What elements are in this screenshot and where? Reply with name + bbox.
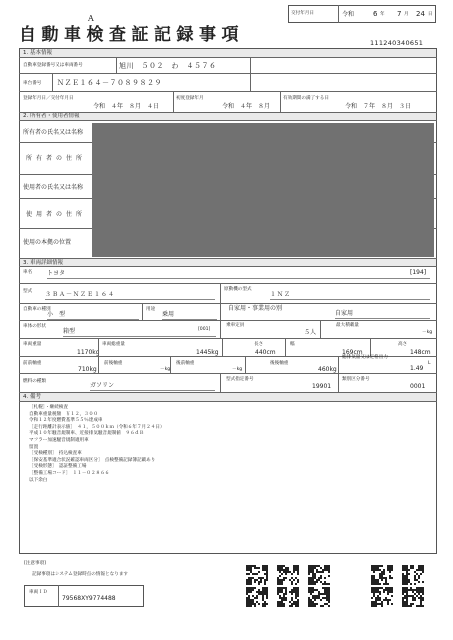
purpose-value: 自家用 bbox=[335, 311, 430, 319]
first-registration-date: 令和 ４年 ８月 ４日 bbox=[93, 103, 160, 110]
vehicle-id-label: 車両ＩＤ bbox=[29, 590, 48, 595]
remark-line: マフラー加速騒音規制適用車 bbox=[29, 437, 89, 443]
notes-text: 記録事項はシステム登録時点の情報となります bbox=[32, 572, 129, 577]
shape-code: [001] bbox=[198, 327, 211, 332]
section-basic-header: 1. 基本情報 bbox=[20, 49, 436, 57]
qr-code-icon bbox=[402, 587, 424, 607]
qr-code-icon bbox=[371, 565, 393, 585]
section-remarks-header: 4. 備考 bbox=[20, 393, 436, 401]
max-load-label: 最大積載量 bbox=[336, 323, 359, 328]
shape-value: 箱型 bbox=[63, 329, 216, 337]
owner-name-label: 所有者の氏名又は名称 bbox=[23, 129, 84, 136]
section-vehicle-header: 3. 車両詳細情報 bbox=[20, 259, 436, 267]
first-year-value: 令和 ４年 ８月 bbox=[222, 103, 271, 110]
remark-line: ［受検形態］ 認証整備工場 bbox=[29, 464, 87, 470]
remark-line: 令和１２年度燃費基準５５％達成車 bbox=[29, 418, 103, 424]
max-load-value: －kg bbox=[422, 330, 433, 335]
rear-front-axle-value: －kg bbox=[232, 367, 243, 372]
remarks-list bbox=[29, 405, 165, 484]
remark-line: ［保安基準適合状況確認車両区分］ 点検整備記録簿記載あり bbox=[29, 457, 156, 463]
weight-label: 車両重量 bbox=[23, 342, 42, 347]
redacted-owner-info bbox=[92, 123, 434, 257]
height-label: 高さ bbox=[398, 342, 408, 347]
purpose-label: 自家用・事業用の別 bbox=[228, 305, 283, 312]
remark-line: 以下余白 bbox=[29, 477, 48, 483]
form-marker: A bbox=[88, 14, 94, 23]
section-owner-header: 2. 所有者・使用者情報 bbox=[20, 112, 436, 120]
notes-label: [注意事項] bbox=[24, 561, 46, 566]
class-number-label: 類別区分番号 bbox=[342, 377, 370, 382]
length-label: 長さ bbox=[254, 342, 264, 347]
maker-label: 車名 bbox=[23, 270, 33, 275]
issue-date-era: 令和 bbox=[342, 11, 355, 18]
displacement-value: 1.49 bbox=[410, 365, 424, 372]
model-value: ３ＢＡ－ＮＺＥ１６４ bbox=[45, 292, 215, 300]
capacity-label: 乗車定員 bbox=[226, 323, 245, 328]
usage-label: 用途 bbox=[146, 307, 156, 312]
qr-code-icon bbox=[277, 565, 299, 585]
qr-code-icon bbox=[371, 587, 393, 607]
registration-number: 旭川 ５０２ わ ４５７６ bbox=[119, 62, 217, 70]
engine-label: 原動機の型式 bbox=[224, 287, 252, 292]
expiry-label: 有効期間の満了する日 bbox=[283, 96, 329, 101]
remark-line: ［受検種別］ 持込検査車 bbox=[29, 451, 82, 457]
maker-code: [194] bbox=[410, 269, 427, 276]
approval-number-label: 型式指定番号 bbox=[226, 377, 254, 382]
width-value: 169cm bbox=[342, 349, 363, 356]
issue-date-label: 交付年月日 bbox=[291, 11, 314, 16]
gross-weight-value: 1445kg bbox=[196, 349, 219, 356]
front-front-axle-value: 710kg bbox=[78, 366, 97, 373]
remark-line: ［整備工場コード］ １１－０２８６６ bbox=[29, 470, 110, 476]
remark-line: ［札幌］・継続検査 bbox=[29, 405, 69, 410]
qr-code-icon bbox=[246, 565, 268, 585]
registration-number-label: 自動車登録番号又は車両番号 bbox=[23, 63, 83, 68]
chassis-number: ＮＺＥ１６４－７０８９８２９ bbox=[57, 79, 162, 87]
remark-line: 自動車重量税額 ￥１２，３００ bbox=[29, 411, 98, 417]
fuel-label: 燃料の種類 bbox=[23, 379, 46, 384]
first-year-label: 初度登録年月 bbox=[176, 96, 204, 101]
front-rear-axle-label: 前後軸重 bbox=[104, 361, 123, 366]
qr-code-icon bbox=[246, 587, 268, 607]
kind-value: 小 型 bbox=[47, 312, 139, 320]
class-number-value: 0001 bbox=[410, 383, 426, 390]
remark-line: 平成１０年騒音規制車、近接排気騒音規制値 ９６ｄＢ bbox=[29, 431, 144, 437]
user-address-label: 使用者の住所 bbox=[26, 211, 87, 218]
usage-value: 乗用 bbox=[162, 312, 217, 320]
approval-number-value: 19901 bbox=[312, 383, 332, 390]
length-value: 440cm bbox=[255, 349, 276, 356]
rear-rear-axle-value: 460kg bbox=[318, 366, 337, 373]
base-location-label: 使用の本拠の位置 bbox=[23, 239, 72, 246]
kind-label: 自動車の種別 bbox=[23, 307, 51, 312]
engine-value: １ＮＺ bbox=[270, 292, 430, 300]
expiry-date: 令和 ７年 ８月 ３日 bbox=[345, 103, 412, 110]
height-value: 148cm bbox=[410, 349, 431, 356]
first-registration-label: 登録年月日／交付年月日 bbox=[23, 96, 74, 101]
displacement-unit: L bbox=[428, 361, 431, 366]
qr-code-icon bbox=[308, 565, 330, 585]
front-front-axle-label: 前前軸重 bbox=[23, 361, 42, 366]
remark-line: 留置 bbox=[29, 444, 39, 450]
qr-code-icon bbox=[277, 587, 299, 607]
gross-weight-label: 車両総重量 bbox=[102, 342, 125, 347]
owner-address-label: 所有者の住所 bbox=[26, 155, 87, 162]
fuel-value: ガソリン bbox=[90, 383, 215, 391]
issue-date-year: 6 bbox=[373, 10, 378, 18]
issue-date-day: 24 bbox=[416, 10, 425, 18]
document-number: 111240340651 bbox=[370, 39, 424, 47]
front-rear-axle-value: －kg bbox=[160, 367, 171, 372]
document-title: 自動車検査証記録事項 bbox=[19, 25, 244, 45]
displacement-label: 総排気量又は定格出力 bbox=[342, 355, 388, 360]
shape-label: 車体の形状 bbox=[23, 324, 46, 329]
issue-date-month: 7 bbox=[397, 10, 402, 18]
rear-rear-axle-label: 後後軸重 bbox=[270, 361, 289, 366]
user-name-label: 使用者の氏名又は名称 bbox=[23, 184, 84, 191]
width-label: 幅 bbox=[290, 342, 295, 347]
capacity-value: ５人 bbox=[304, 329, 317, 336]
weight-value: 1170kg bbox=[77, 349, 100, 356]
chassis-number-label: 車台番号 bbox=[23, 81, 42, 86]
remark-line: ［走行距離計表示値］ ４１，５００ｋｍ（令和６年７月２４日） bbox=[29, 424, 165, 430]
qr-code-icon bbox=[308, 587, 330, 607]
model-label: 型式 bbox=[23, 289, 33, 294]
qr-code-icon bbox=[402, 565, 424, 585]
rear-front-axle-label: 後前軸重 bbox=[176, 361, 195, 366]
vehicle-id-value: 79568XY9774488 bbox=[62, 595, 116, 602]
maker-value: トヨタ bbox=[47, 271, 430, 279]
